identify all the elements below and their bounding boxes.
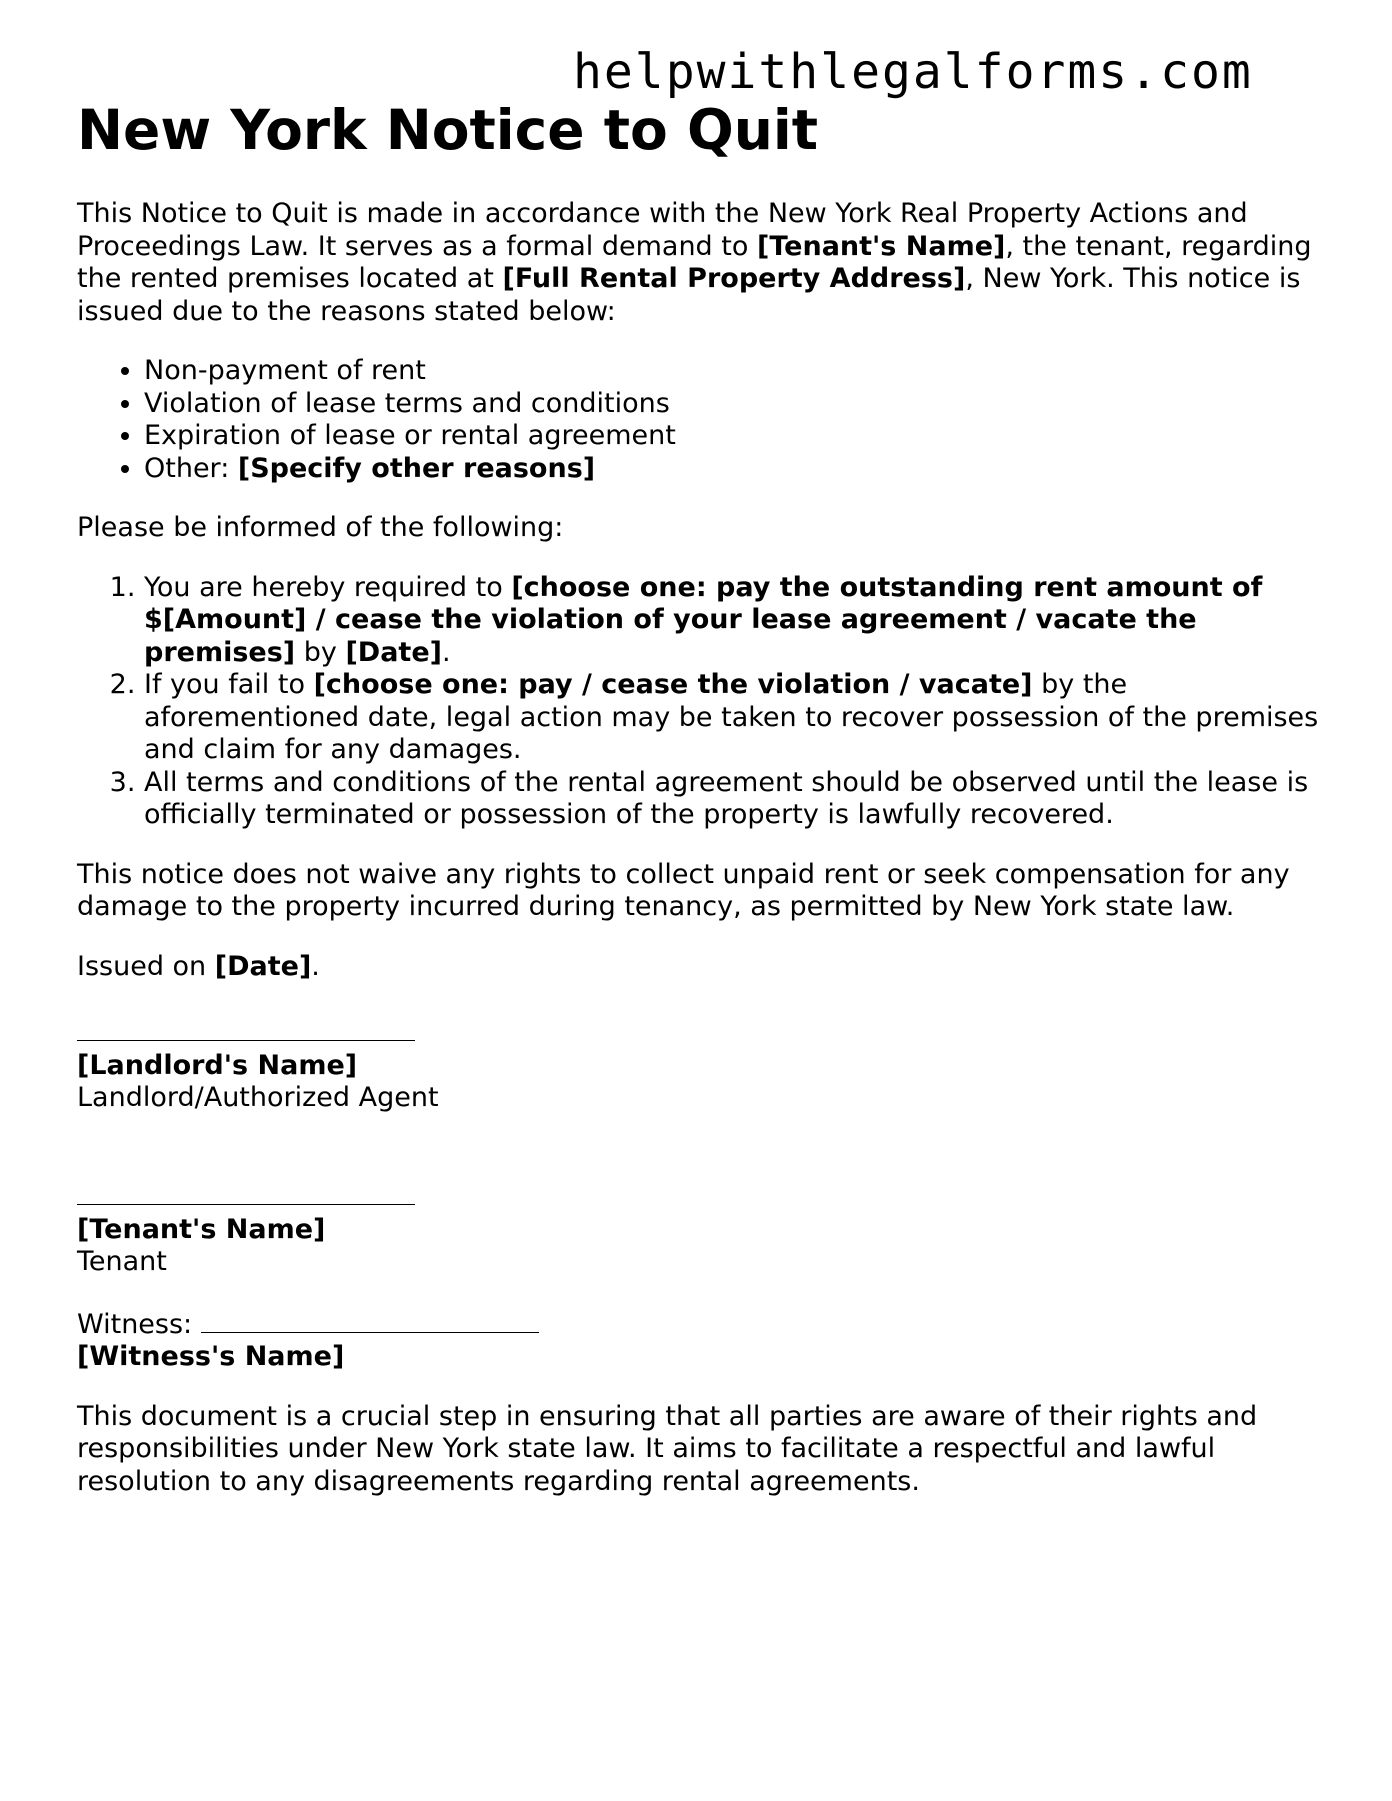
term-2-text-1: If you fail to [144,669,314,700]
other-reasons-placeholder: [Specify other reasons] [237,452,596,484]
tenant-name: [Tenant's Name] [77,1213,326,1245]
closing-paragraph: This document is a crucial step in ensuring that all parties are aware of their rights and responsibilities under New York state law. It aims to facilitate a respectful and lawful resolution to any disagreements regarding rental agreements. [77,1400,1258,1497]
landlord-name: [Landlord's Name] [77,1049,358,1081]
tenant-signature-block [77,1174,1322,1279]
term-1-text-1: You are hereby required to [144,571,512,603]
intro-text-1: This Notice to Quit is made in accordance with the New York Real Property Actions and Proceedings Law. It serves as a formal demand to [77,198,1248,262]
informed-heading: Please be informed of the following: [77,512,564,543]
intro-text-3: , New York. This notice is issued due to the reasons stated below: [77,263,1301,327]
document-body [77,96,1322,1525]
witness-signature-block [77,1306,1322,1374]
term-item-1 [144,572,1322,670]
reason-item: • Non-payment of rent [144,355,1322,388]
term-2-choice: [choose one: pay / cease the violation / vacate] [313,669,1033,700]
witness-signature-line[interactable] [201,1306,539,1333]
term-1-date-placeholder: [Date] [345,636,442,668]
issued-line [77,951,1322,984]
term-1-choice: [choose one: pay the outstanding rent amount of $[Amount] / cease the violation of your lease agreement / vacate the premises] [144,571,1263,668]
reasons-list [77,355,1322,485]
issued-date-placeholder: [Date] [214,950,312,982]
witness-label: Witness: [77,1308,201,1340]
witness-name: [Witness's Name] [77,1341,345,1372]
term-1-text-2: by [295,636,346,668]
tenant-role: Tenant [77,1246,167,1277]
term-item-3: 3. All terms and conditions of the rental agreement should be observed until the lease is officially terminated or possession of the property is lawfully recovered. [144,767,1322,832]
issued-label: Issued on [77,950,215,982]
other-label: Other: [144,452,238,484]
tenant-name-placeholder: [Tenant's Name] [756,230,1006,262]
reason-item-other [144,453,1322,486]
tenant-signature-line[interactable] [77,1174,415,1205]
tenant-signature-line-row [77,1174,1322,1214]
intro-text-2: , the tenant, regarding the rented premises located at [77,230,1312,294]
landlord-signature-block [77,1010,1322,1115]
term-1-text-3: . [441,636,451,668]
term-2-text-2: by the aforementioned date, legal action may be taken to recover possession of the premises and claim for any damages. [144,669,1319,765]
waiver-paragraph: This notice does not waive any rights to collect unpaid rent or seek compensation for any damage to the property incurred during tenancy, as permitted by New York state law. [77,858,1290,922]
reason-item: • Violation of lease terms and conditions [144,388,1322,421]
reason-item: • Expiration of lease or rental agreement [144,420,1322,453]
landlord-signature-line[interactable] [77,1010,415,1041]
terms-list [77,572,1322,832]
landlord-signature-line-row [77,1010,1322,1050]
witness-line-row [77,1306,1322,1342]
landlord-role: Landlord/Authorized Agent [77,1082,439,1113]
issued-end: . [311,950,320,982]
site-watermark: helpwithlegalforms.com [573,44,1253,100]
address-placeholder: [Full Rental Property Address] [502,263,966,294]
term-item-2 [144,669,1322,767]
intro-paragraph [77,198,1322,328]
page-title: New York Notice to Quit [77,98,818,162]
